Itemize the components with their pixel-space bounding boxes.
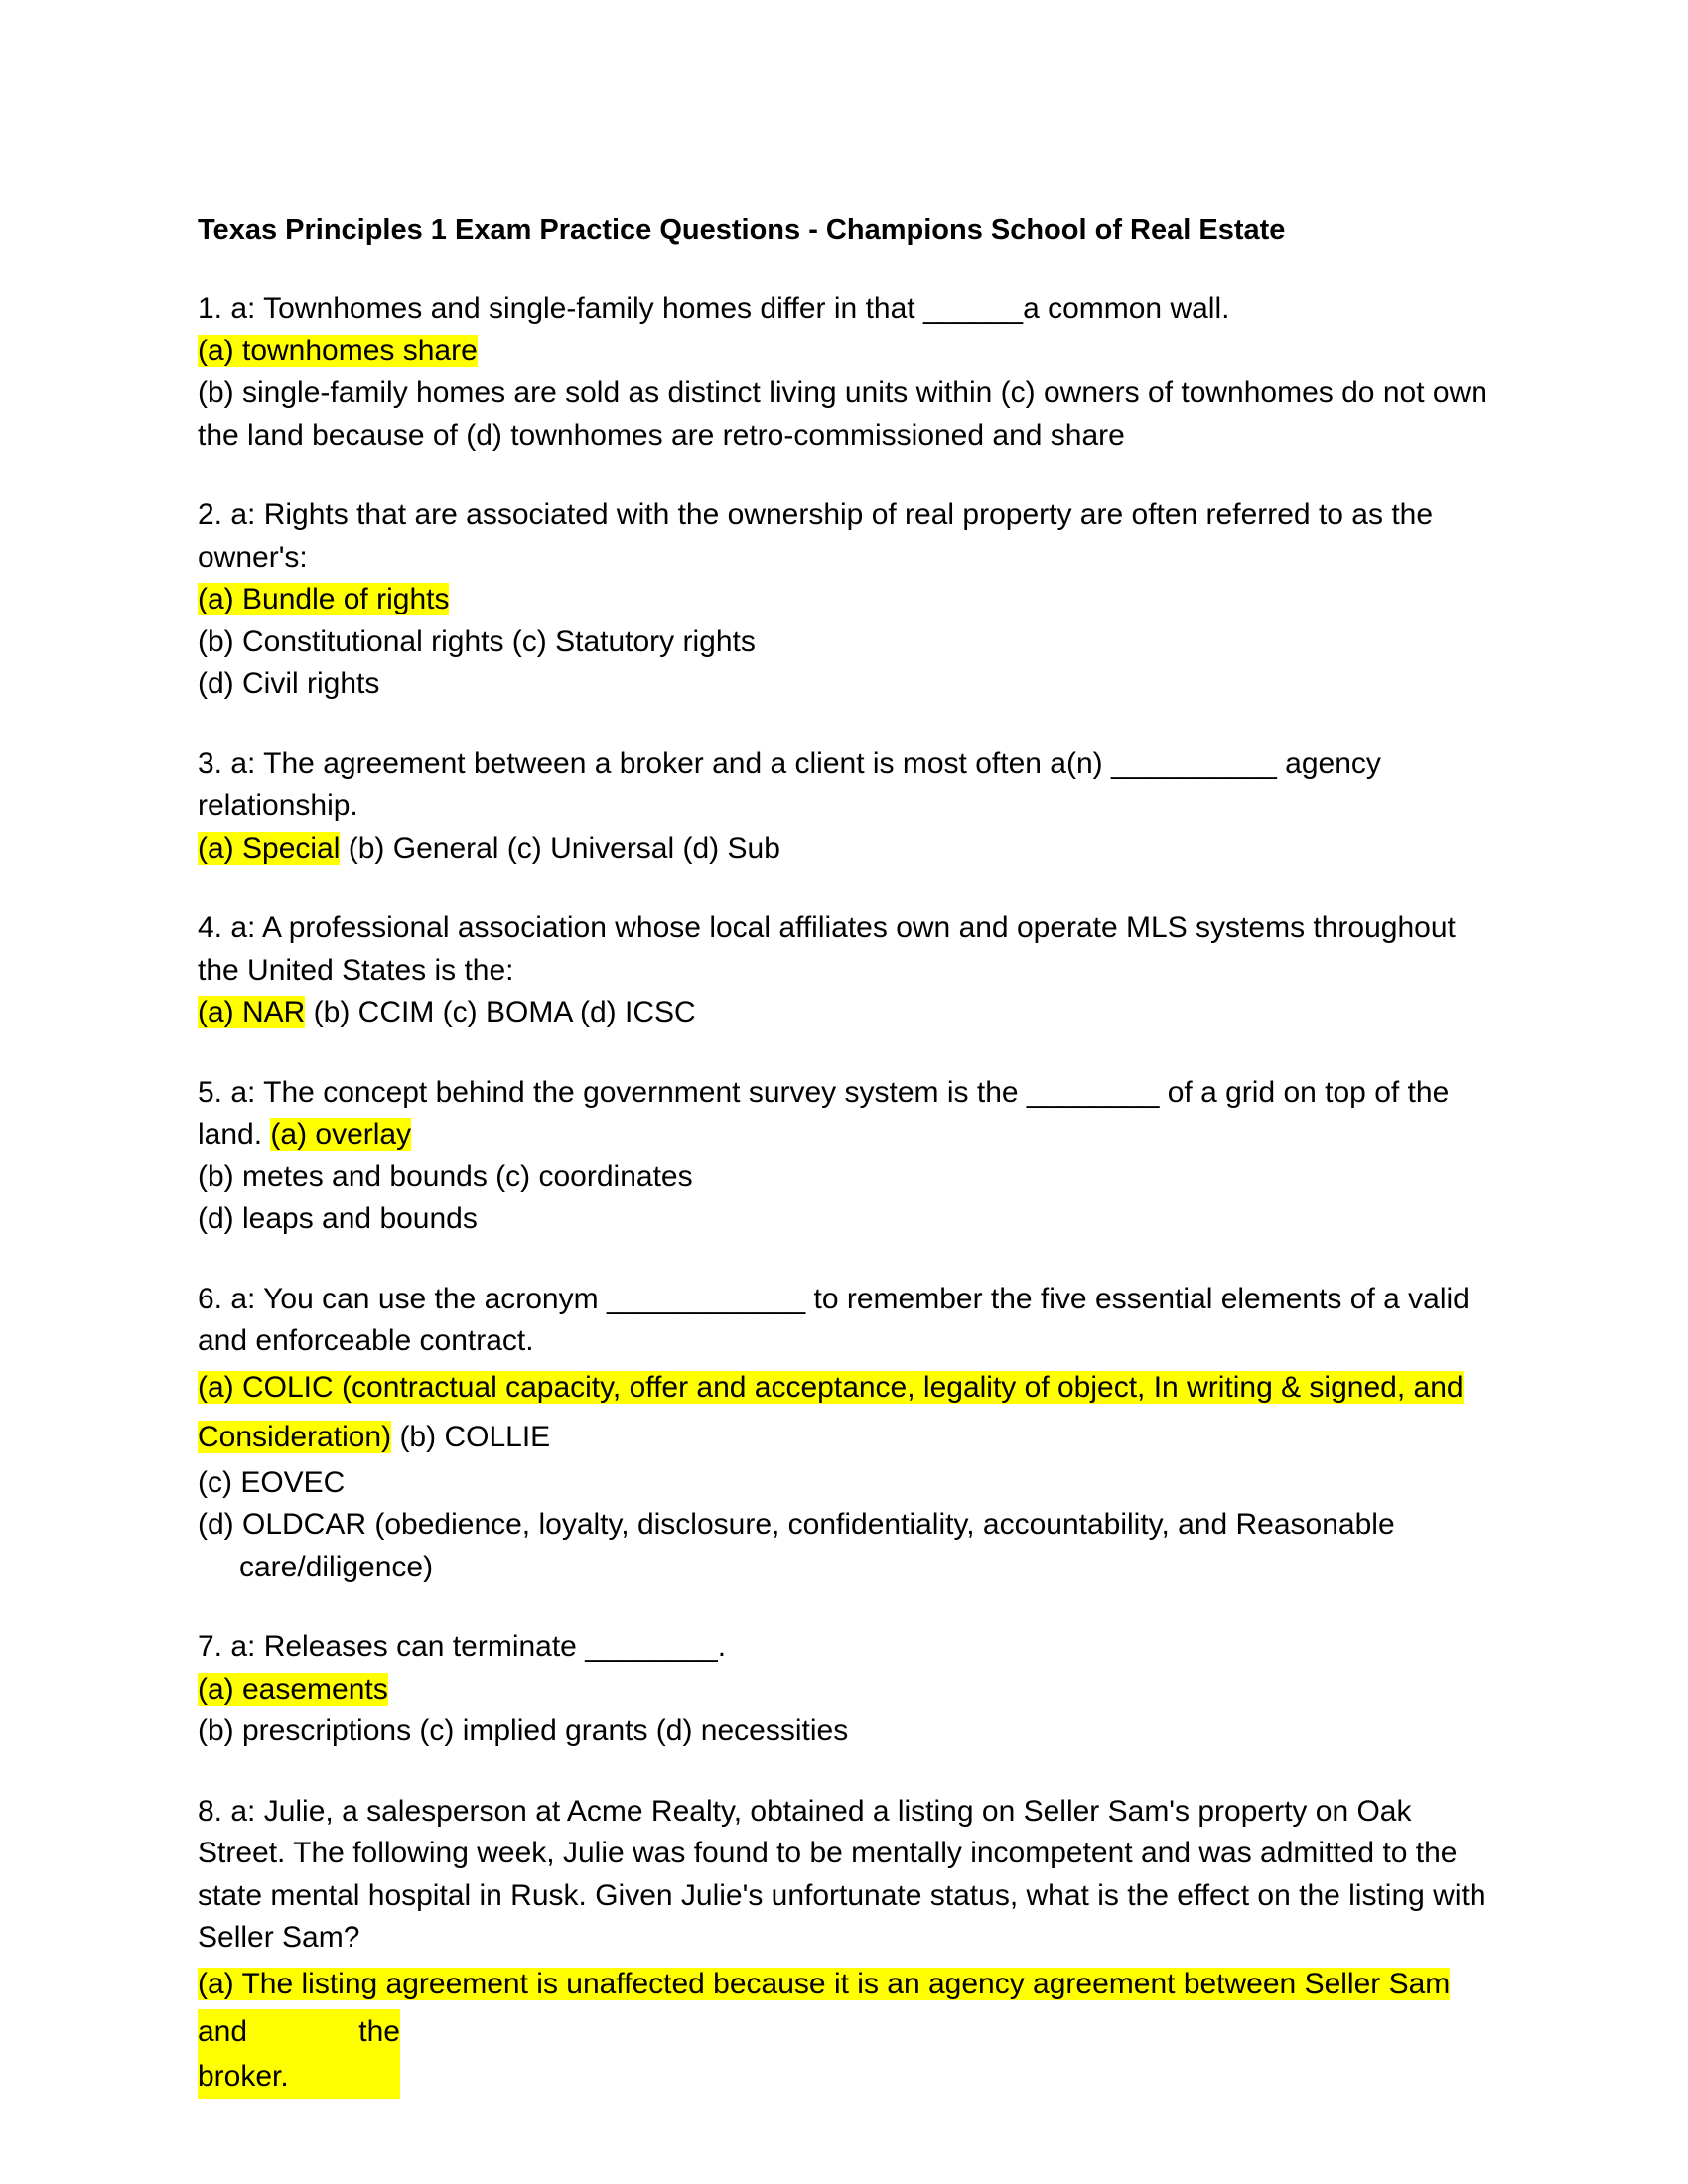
question-3-answer-line: (a) Special (b) General (c) Universal (d) Sub xyxy=(198,831,780,865)
answer-blank: ________ xyxy=(585,1630,718,1663)
question-5-stem: 5. a: The concept behind the government survey system is the ________ of a grid on top of the land. (a) overlay xyxy=(198,1072,1498,1157)
question-7-options: (b) prescriptions (c) implied grants (d) necessities xyxy=(198,1714,849,1747)
question-6-option-d: (d) OLDCAR (obedience, loyalty, disclosure, confidentiality, accountability, and Reasonable care/diligence) xyxy=(198,1508,1395,1583)
question-2-option-b: (b) Constitutional rights (c) Statutory rights xyxy=(198,624,756,658)
question-4-answer-line: (a) NAR (b) CCIM (c) BOMA (d) ICSC xyxy=(198,996,696,1028)
question-2 xyxy=(198,494,1498,706)
highlighted-answer-continued: broker. xyxy=(198,2054,400,2099)
question-4-stem: 4. a: A professional association whose local affiliates own and operate MLS systems throughout the United States is the: xyxy=(198,911,1456,987)
highlighted-answer: (a) The listing agreement is unaffected because it is an agency agreement between Seller Sam xyxy=(198,1967,1451,2000)
page-title: Texas Principles 1 Exam Practice Questions - Champions School of Real Estate xyxy=(198,214,1286,246)
question-1 xyxy=(198,288,1498,457)
question-8 xyxy=(198,1791,1498,2099)
question-7-stem: 7. a: Releases can terminate ________. xyxy=(198,1626,1498,1669)
highlighted-answer: (a) COLIC (contractual capacity, offer and acceptance, legality of object, In writing & signed, and Consideration) xyxy=(198,1370,1464,1453)
highlighted-answer: (a) overlay xyxy=(270,1118,412,1151)
question-2-option-d: (d) Civil rights xyxy=(198,667,380,700)
document-body xyxy=(198,210,1498,2136)
question-7-answer-line xyxy=(198,1669,1498,1711)
question-5-option-d: (d) leaps and bounds xyxy=(198,1202,478,1235)
question-8-answer-line-2 xyxy=(198,2009,1498,2054)
question-5-option-b: (b) metes and bounds (c) coordinates xyxy=(198,1160,693,1193)
highlighted-answer: (a) townhomes share xyxy=(198,334,478,367)
highlighted-answer: (a) easements xyxy=(198,1672,388,1706)
highlighted-answer: (a) NAR xyxy=(198,996,306,1028)
question-6 xyxy=(198,1279,1498,1589)
question-6-answer-line: (a) COLIC (contractual capacity, offer and acceptance, legality of object, In writing & signed, and Consideration) (b) COLLIE xyxy=(198,1370,1464,1453)
question-1-options: (b) single-family homes are sold as distinct living units within (c) owners of townhomes do not own the land because of (d) townhomes are retro-commissioned and share xyxy=(198,376,1487,452)
question-8-answer-line-3 xyxy=(198,2054,1498,2099)
answer-blank: __________ xyxy=(1110,747,1277,780)
question-1-stem: 1. a: Townhomes and single-family homes differ in that ______a common wall. xyxy=(198,288,1498,331)
answer-blank: ______ xyxy=(922,292,1024,325)
question-5 xyxy=(198,1072,1498,1241)
highlighted-answer: (a) Special xyxy=(198,831,341,865)
highlighted-answer: (a) Bundle of rights xyxy=(198,583,450,615)
question-3 xyxy=(198,744,1498,871)
highlighted-answer-continued: and the xyxy=(198,2009,400,2054)
question-4 xyxy=(198,907,1498,1034)
question-2-answer-line xyxy=(198,579,1498,621)
question-8-answer-line-1 xyxy=(198,1960,1498,2009)
question-1-answer-line xyxy=(198,331,1498,373)
answer-blank: ____________ xyxy=(606,1282,806,1315)
question-8-stem: 8. a: Julie, a salesperson at Acme Realty, obtained a listing on Seller Sam's property on Oak Street. The following week, Julie was found to be mentally incompetent and was admitted to the state mental hospital in Rusk. Given Julie's unfortunate status, what is the effect on the listing with Seller Sam? xyxy=(198,1794,1486,1954)
question-3-stem: 3. a: The agreement between a broker and a client is most often a(n) __________ agency relationship. xyxy=(198,744,1498,828)
answer-blank: ________ xyxy=(1026,1075,1160,1109)
question-6-stem: 6. a: You can use the acronym ____________ to remember the five essential elements of a valid and enforceable contract. xyxy=(198,1279,1498,1363)
question-2-stem: 2. a: Rights that are associated with the ownership of real property are often referred to as the owner's: xyxy=(198,498,1434,574)
question-6-option-c: (c) EOVEC xyxy=(198,1465,346,1499)
question-7 xyxy=(198,1626,1498,1753)
